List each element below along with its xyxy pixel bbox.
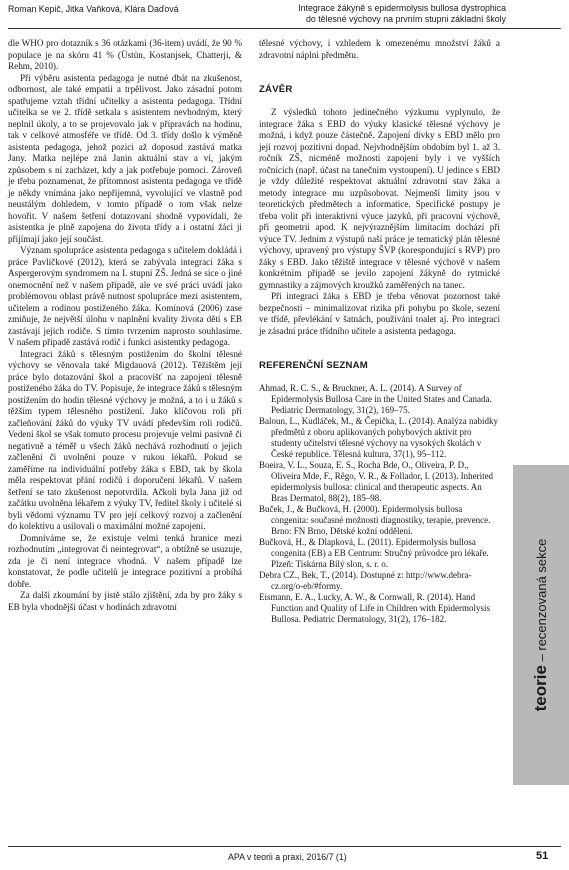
- section-sidebar-label: [531, 539, 551, 712]
- left-column: [8, 38, 242, 613]
- page-number: 51: [536, 850, 549, 862]
- paragraph: Za další zkoumání by jistě stálo zjištění, zda by pro žáky s EB byla vhodnější účast v hodinách zdravotní: [8, 590, 242, 612]
- paragraph: Domníváme se, že existuje velmi tenká hranice mezi rozhodnutím „integrovat či neintegrovat“, a obtížně se usuzuje, zda je či není integrace vhodná. V našem případě lze konstatovat, že podle učitelů je integrace pozitivní a probíhá dobře.: [8, 532, 242, 589]
- paragraph: Při výběru asistenta pedagoga je nutné dbát na zkušenost, odbornost, ale také empatii a trpělivost. Jako zásadní potom spatřujeme vztah třídní učitelky a asistenta pedagoga. Třídní učitelka se ve 2. třídě setkala s asistentem nevhodným, který neplnil úkoly, a to se projevovalo jak v přípravách na hodinu, tak v celkové atmosféře ve třídě. Od 3. třídy došlo k výměně asistenta pedagoga, jehož pozici až doposud zastává matka Jany. Matka nejlépe zná Janin aktuální stav a ví, jakým způsobem s ní zacházet, kdy a jak potřebuje pomoci. Zároveň je třeba poznamenat, že přítomnost asistenta pedagoga ve třídě je někdy vnímána jako nepříjemná, vyvolující ve vlastně pod neustálým dohledem, v tomto případě o tom však nelze hovořit. V našem šetření dotazovaní shodně vypovídali, že asistentka je plně zapojena do života třídy a i ostatní žáci ji přijímají jako její součást.: [8, 72, 242, 244]
- reference-item: Baloun, L., Kudláček, M., & Čepička, L. (2014). Analýza nabídky předmětů z oboru aplikovaných pohybových aktivit pro studenty učitelství tělesné výchovy na vysokých školách v České republice. Tělesná kultura, 37(1), 95–112.: [259, 416, 498, 459]
- reference-item: Ahmad, R. C. S., & Bruckner, A. L. (2014). A Survey of Epidermolysis Bullosa Care in the United States and Canada. Pediatric Dermatology, 31(2), 169–75.: [259, 383, 492, 415]
- running-header-authors: Roman Kepič, Jitka Vaňková, Klára Daďová: [8, 4, 179, 14]
- paragraph: Při integraci žáka s EBD je třeba věnovat pozornost také bezpečnosti – minimalizovat rizika při pohybu po škole, sezení ve třídě, převlékání v šatnách, používání toalet aj. Pro integraci je zásadní práce třídního učitele a asistenta pedagoga.: [259, 291, 500, 336]
- section-sidebar-label-main: teorie: [531, 665, 550, 712]
- running-header-title-line2: do tělesné výchovy na prvním stupni základní školy: [306, 14, 506, 24]
- footer-rule: [8, 846, 561, 847]
- running-header-title-line1: Integrace žákyně s epidermolysis bullosa dystrophica: [298, 3, 506, 13]
- reference-item: Debra CZ., Bek, T., (2014). Dostupné z: http://www.debra-cz.org/o-eb/#formy.: [259, 570, 472, 591]
- reference-item: Bučková, H., & Dlapková, L. (2011). Epidermolysis bullosa congenita (EB) a EB Centrum: Stručný průvodce pro lékaře. Plzeň: Tiskárna Bílý slon, s. r. o.: [259, 537, 489, 569]
- conclusion-heading: ZÁVĚR: [259, 84, 293, 95]
- header-rule: [8, 28, 561, 29]
- reference-item: Eismann, E. A., Lucky, A. W., & Cornwall, R. (2014). Hand Function and Quality of Life in Children with Epidermolysis Bullosa. Pediatric Dermatology, 31(2), 176–182.: [259, 592, 490, 624]
- paragraph: Význam spolupráce asistenta pedagoga s učitelem dokládá i práce Pavlíčkové (2012), která se zabývala integrací žáka s Aspergerovým syndromem na I. stupni ZŠ. Jedná se sice o jiné onemocnění než v našem případě, ale ve své práci uvádí jako problémovou oblast právě nutnost spolupráce mezi asistentem, učitelem a rodinou postiženého žáka. Komínová (2006) zase zmiňuje, že největší úlohu v naplnění kvality života dětí s EB zastávají jejich rodiče. S tímto tvrzením naprosto souhlasíme. V našem případě zastává rodič i funkci asistentky pedagoga.: [8, 245, 242, 347]
- references-heading: REFERENČNÍ SEZNAM: [259, 360, 368, 371]
- reference-item: Buček, J., & Bučková, H. (2000). Epidermolysis bullosa congenita: současné možnosti diagnostiky, terapie, prevence. Brno: FN Brno, Dětské kožní oddělení.: [259, 504, 491, 536]
- paragraph: Z výsledků tohoto jedinečného výzkumu vyplynulo, že integrace žáka s EBD do výuky klasické tělesné výchovy je možná, i když pouze částečně. Zapojení dívky s EBD mělo pro její rozvoj pozitivní dopad. Nejvhodnějším obdobím byl 1. až 3. ročník ZŠ, nicméně možnosti zapojení byly i ve vyšších ročnících (např. účast na tanečním vystoupení). U jedince s EBD je vždy důležité respektovat aktuální zdravotní stav žáka a metody integrace mu uzpůsobovat. Nejmenší limity jsou v teoretických předmětech a informatice. Specifické postupy je třeba volit při interaktivní výuce jazyků, při pracovní výchově, při geometrii apod. K nejvýraznějším limitacím dochází při výuce TV. Jedním z výstupů naší práce je tematický plán tělesné výchovy, upravený pro výstupy ŠVP (korespondující s RVP) pro žáky s EBD. Jako těžiště integrace v tělesné výchově v našem konkrétním případě se jevilo zapojení žákyně do rytmické gymnastiky a zájmových kroužků zaměřených na tanec.: [259, 107, 500, 290]
- section-sidebar-label-rest: – recenzovaná sekce: [534, 538, 549, 666]
- paragraph: tělesné výchovy, i vzhledem k omezenému množství žáků a zdravotní náplni předmětu.: [259, 38, 500, 60]
- reference-item: Boeira, V. L., Souza, E. S., Rocha Bde, O., Oliveira, P. D., Oliveira Mde, F., Rêgo, V. R., & Follador, I. (2013). Inherited epidermolysis bullosa: clinical and therapeutic aspects. An Bras Dermatol, 88(2), 185–98.: [259, 460, 494, 503]
- running-header-title: [298, 3, 506, 25]
- paragraph: dle WHO pro dotazník s 36 otázkami (36-item) uvádí, že 90 % populace je na skóru 41 % (Üstün, Kostanjsek, Chatterji, & Rehm, 2010).: [8, 38, 242, 71]
- footer-journal: APA v teorii a praxi, 2016/7 (1): [228, 852, 347, 862]
- paragraph: Integraci žáků s tělesným postižením do školní tělesné výchovy se věnovala také Migdauová (2012). Těžištěm její práce bylo dotazování škol a pracovišť na zapojení tělesně postiženého žáka do TV. Popisuje, že integrace žáků s tělesným postižením do hodin tělesné výchovy je možná, a to i u žáků s těžším typem tělesného postižení. Jako klíčovou roli při začleňování žáků do výuky TV uvádí především roli rodičů. Vedení škol se však tomuto procesu projevuje velmi pasivně či negativně a téměř u všech žáků nechává rozhodnutí o jejich začlenění či uvolnění pouze v rukou lékařů. Pokud se zaměříme na individuální potřeby žáka s EBD, tak by škola měla respektovat přání rodičů i doporučení lékařů. V našem šetření se tato zkušenost nepotvrdila. Ačkoli byla Jana již od začátku uvolněna lékařem z výuky TV, ředitel školy i učitelé si byli vědomi významu TV pro její celkový rozvoj a začlenění do kolektivu a usilovali o maximální možné zapojení.: [8, 348, 242, 531]
- right-column: [259, 38, 500, 625]
